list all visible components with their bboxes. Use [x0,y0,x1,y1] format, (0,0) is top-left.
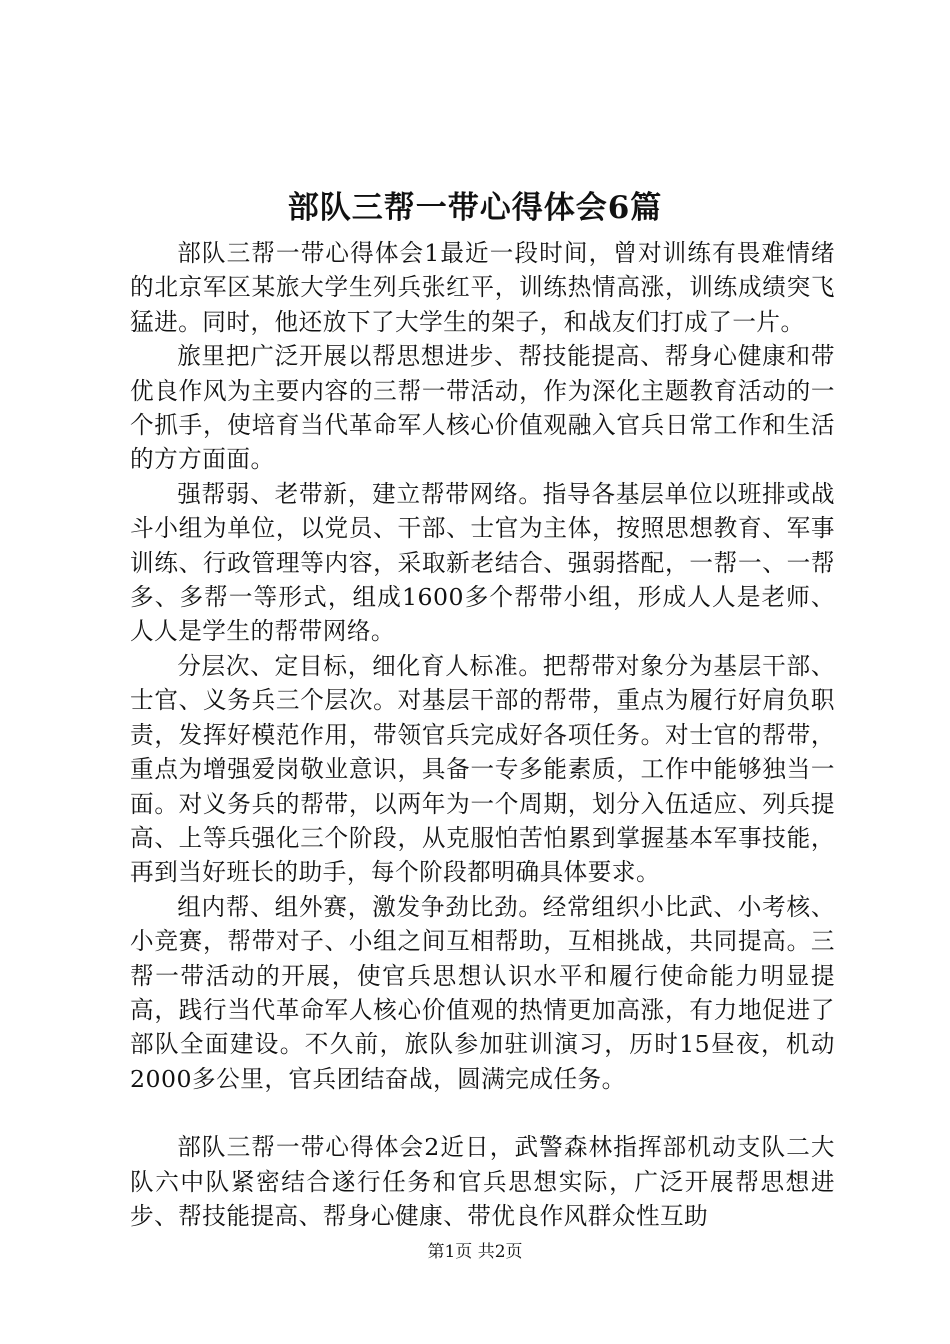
paragraph-2: 旅里把广泛开展以帮思想进步、帮技能提高、帮身心健康和带优良作风为主要内容的三帮一带活动，作为深化主题教育活动的一个抓手，使培育当代革命军人核心价值观融入官兵日常工作和生活的方方面面。 [130,342,835,474]
document-body [130,236,835,1233]
paragraph-6: 部队三帮一带心得体会2近日，武警森林指挥部机动支队二大队六中队紧密结合遂行任务和官兵思想实际，广泛开展帮思想进步、帮技能提高、帮身心健康、带优良作风群众性互助 [130,1133,835,1230]
paragraph-1: 部队三帮一带心得体会1最近一段时间，曾对训练有畏难情绪的北京军区某旅大学生列兵张红平，训练热情高涨，训练成绩突飞猛进。同时，他还放下了大学生的架子，和战友们打成了一片。 [130,239,835,336]
paragraph-5: 组内帮、组外赛，激发争劲比劲。经常组织小比武、小考核、小竞赛，帮带对子、小组之间互相帮助，互相挑战，共同提高。三帮一带活动的开展，使官兵思想认识水平和履行使命能力明显提高，践行当代革命军人核心价值观的热情更加高涨，有力地促进了部队全面建设。不久前，旅队参加驻训演习，历时15昼夜，机动2000多公里，官兵团结奋战，圆满完成任务。 [130,892,835,1093]
page-number-footer: 第1页 共2页 [427,1242,523,1262]
document-title: 部队三帮一带心得体会6篇 [287,190,663,226]
paragraph-3: 强帮弱、老带新，建立帮带网络。指导各基层单位以班排或战斗小组为单位，以党员、干部、士官为主体，按照思想教育、军事训练、行政管理等内容，采取新老结合、强弱搭配，一帮一、一帮多、多帮一等形式，组成1600多个帮带小组，形成人人是老师、人人是学生的帮带网络。 [130,479,835,646]
paragraph-4: 分层次、定目标，细化育人标准。把帮带对象分为基层干部、士官、义务兵三个层次。对基层干部的帮带，重点为履行好肩负职责，发挥好模范作用，带领官兵完成好各项任务。对士官的帮带，重点为增强爱岗敬业意识，具备一专多能素质，工作中能够独当一面。对义务兵的帮带，以两年为一个周期，划分入伍适应、列兵提高、上等兵强化三个阶段，从克服怕苦怕累到掌握基本军事技能，再到当好班长的助手，每个阶段都明确具体要求。 [130,651,835,887]
